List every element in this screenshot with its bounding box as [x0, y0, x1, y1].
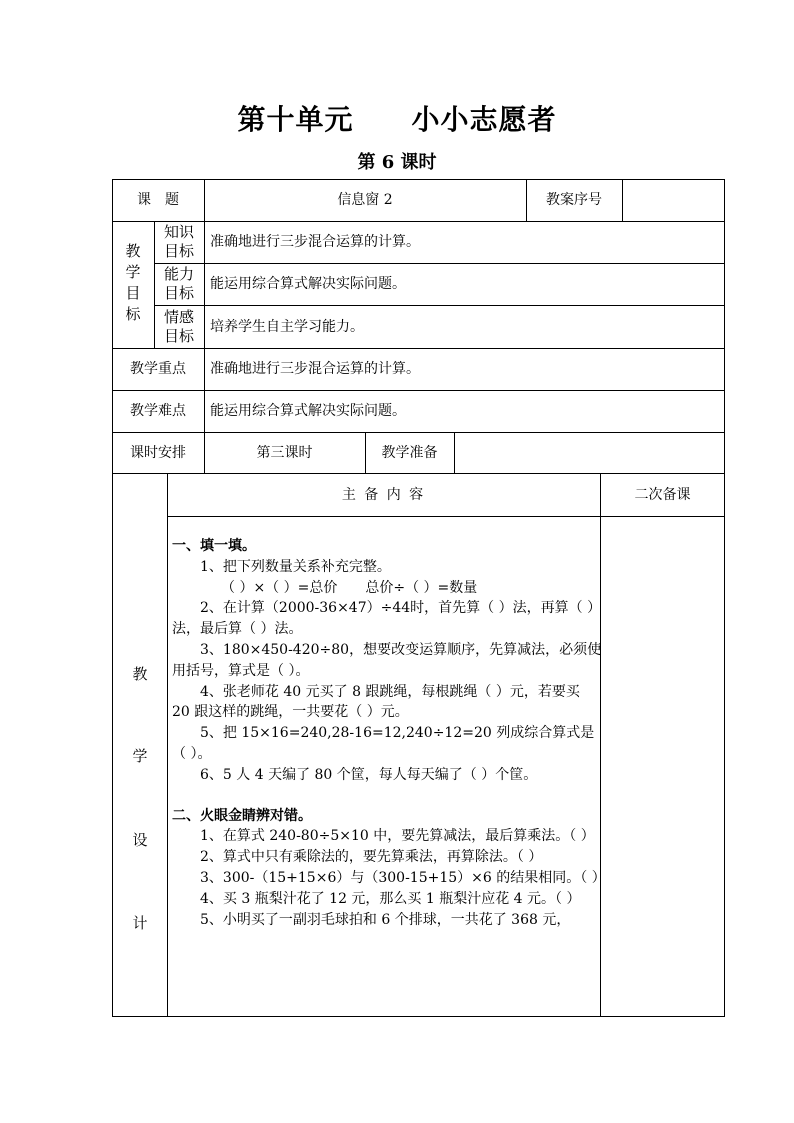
section2-title: 二、火眼金睛辨对错。	[172, 807, 312, 824]
goals-label: 教 学 目 标	[125, 242, 141, 323]
list-item: 1、把下列数量关系补充完整。	[200, 558, 391, 575]
difficulty-label: 教学难点	[130, 403, 186, 419]
list-item: 1、在算式 240-80÷5×10 中，要先算减法，最后算乘法。（ ）	[200, 828, 595, 845]
prep-value	[454, 432, 725, 473]
goal-ability-label: 能力目标	[163, 265, 194, 302]
main-content	[172, 536, 606, 930]
document-title	[0, 98, 794, 138]
goal-knowledge-text: 准确地进行三步混合运算的计算。	[210, 234, 420, 250]
list-item: 2、算式中只有乘除法的，要先算乘法，再算除法。（ ）	[200, 849, 543, 866]
difficulty-text: 能运用综合算式解决实际问题。	[210, 403, 406, 419]
key-point-label: 教学重点	[130, 361, 186, 377]
plan-number-label: 教案序号	[546, 192, 602, 208]
goal-knowledge-label: 知识目标	[163, 223, 194, 260]
list-item: 5、小明买了一副羽毛球拍和 6 个排球，一共花了 368 元，	[200, 911, 571, 928]
schedule-value: 第三课时	[256, 444, 313, 461]
topic-label: 课 题	[137, 192, 179, 208]
section1-title: 一、填一填。	[172, 538, 256, 554]
design-label-1: 教	[132, 665, 148, 683]
schedule-label: 课时安排	[130, 444, 186, 461]
plan-number-value	[622, 179, 725, 221]
list-item: 4、张老师花 40 元买了 8 跟跳绳，每根跳绳（ ）元，若要买 20 跟这样的跳绳，一共要花（ ）元。	[172, 683, 580, 721]
list-item: 3、300-（15+15×6）与（300-15+15）×6 的结果相同。（ ）	[200, 869, 606, 886]
lesson-subtitle: 第 6 课时	[357, 152, 437, 173]
key-point-text: 准确地进行三步混合运算的计算。	[210, 361, 420, 377]
list-item: 3、180×450-420÷80，想要改变运算顺序，先算减法，必须使用括号，算式是（ ）。	[172, 641, 602, 679]
list-item: （ ）×（ ）=总价 总价÷（ ）=数量	[221, 579, 478, 596]
design-label-2: 学	[132, 747, 148, 765]
goal-ability-text: 能运用综合算式解决实际问题。	[210, 276, 406, 292]
unit-name: 小小志愿者	[411, 103, 557, 136]
goal-emotion-label: 情感目标	[163, 307, 194, 345]
main-content-header: 主 备 内 容	[341, 486, 426, 503]
list-item: 5、把 15×16=240,28-16=12,240÷12=20 列成综合算式是（ ）。	[172, 725, 595, 762]
design-label-4: 计	[132, 914, 148, 932]
topic-value: 信息窗 2	[337, 192, 393, 208]
unit-title: 第十单元	[237, 103, 354, 136]
list-item: 6、5 人 4 天编了 80 个筐，每人每天编了（ ）个筐。	[200, 766, 538, 783]
second-prep-header: 二次备课	[634, 486, 691, 503]
goal-emotion-text: 培养学生自主学习能力。	[210, 318, 364, 335]
list-item: 4、买 3 瓶梨汁花了 12 元，那么买 1 瓶梨汁应花 4 元。（ ）	[200, 890, 581, 907]
prep-label: 教学准备	[381, 444, 438, 461]
design-label-3: 设	[132, 831, 148, 849]
list-item: 2、在计算（2000-36×47）÷44时，首先算（ ）法，再算（ ）法，最后算（ ）法。	[172, 600, 602, 638]
